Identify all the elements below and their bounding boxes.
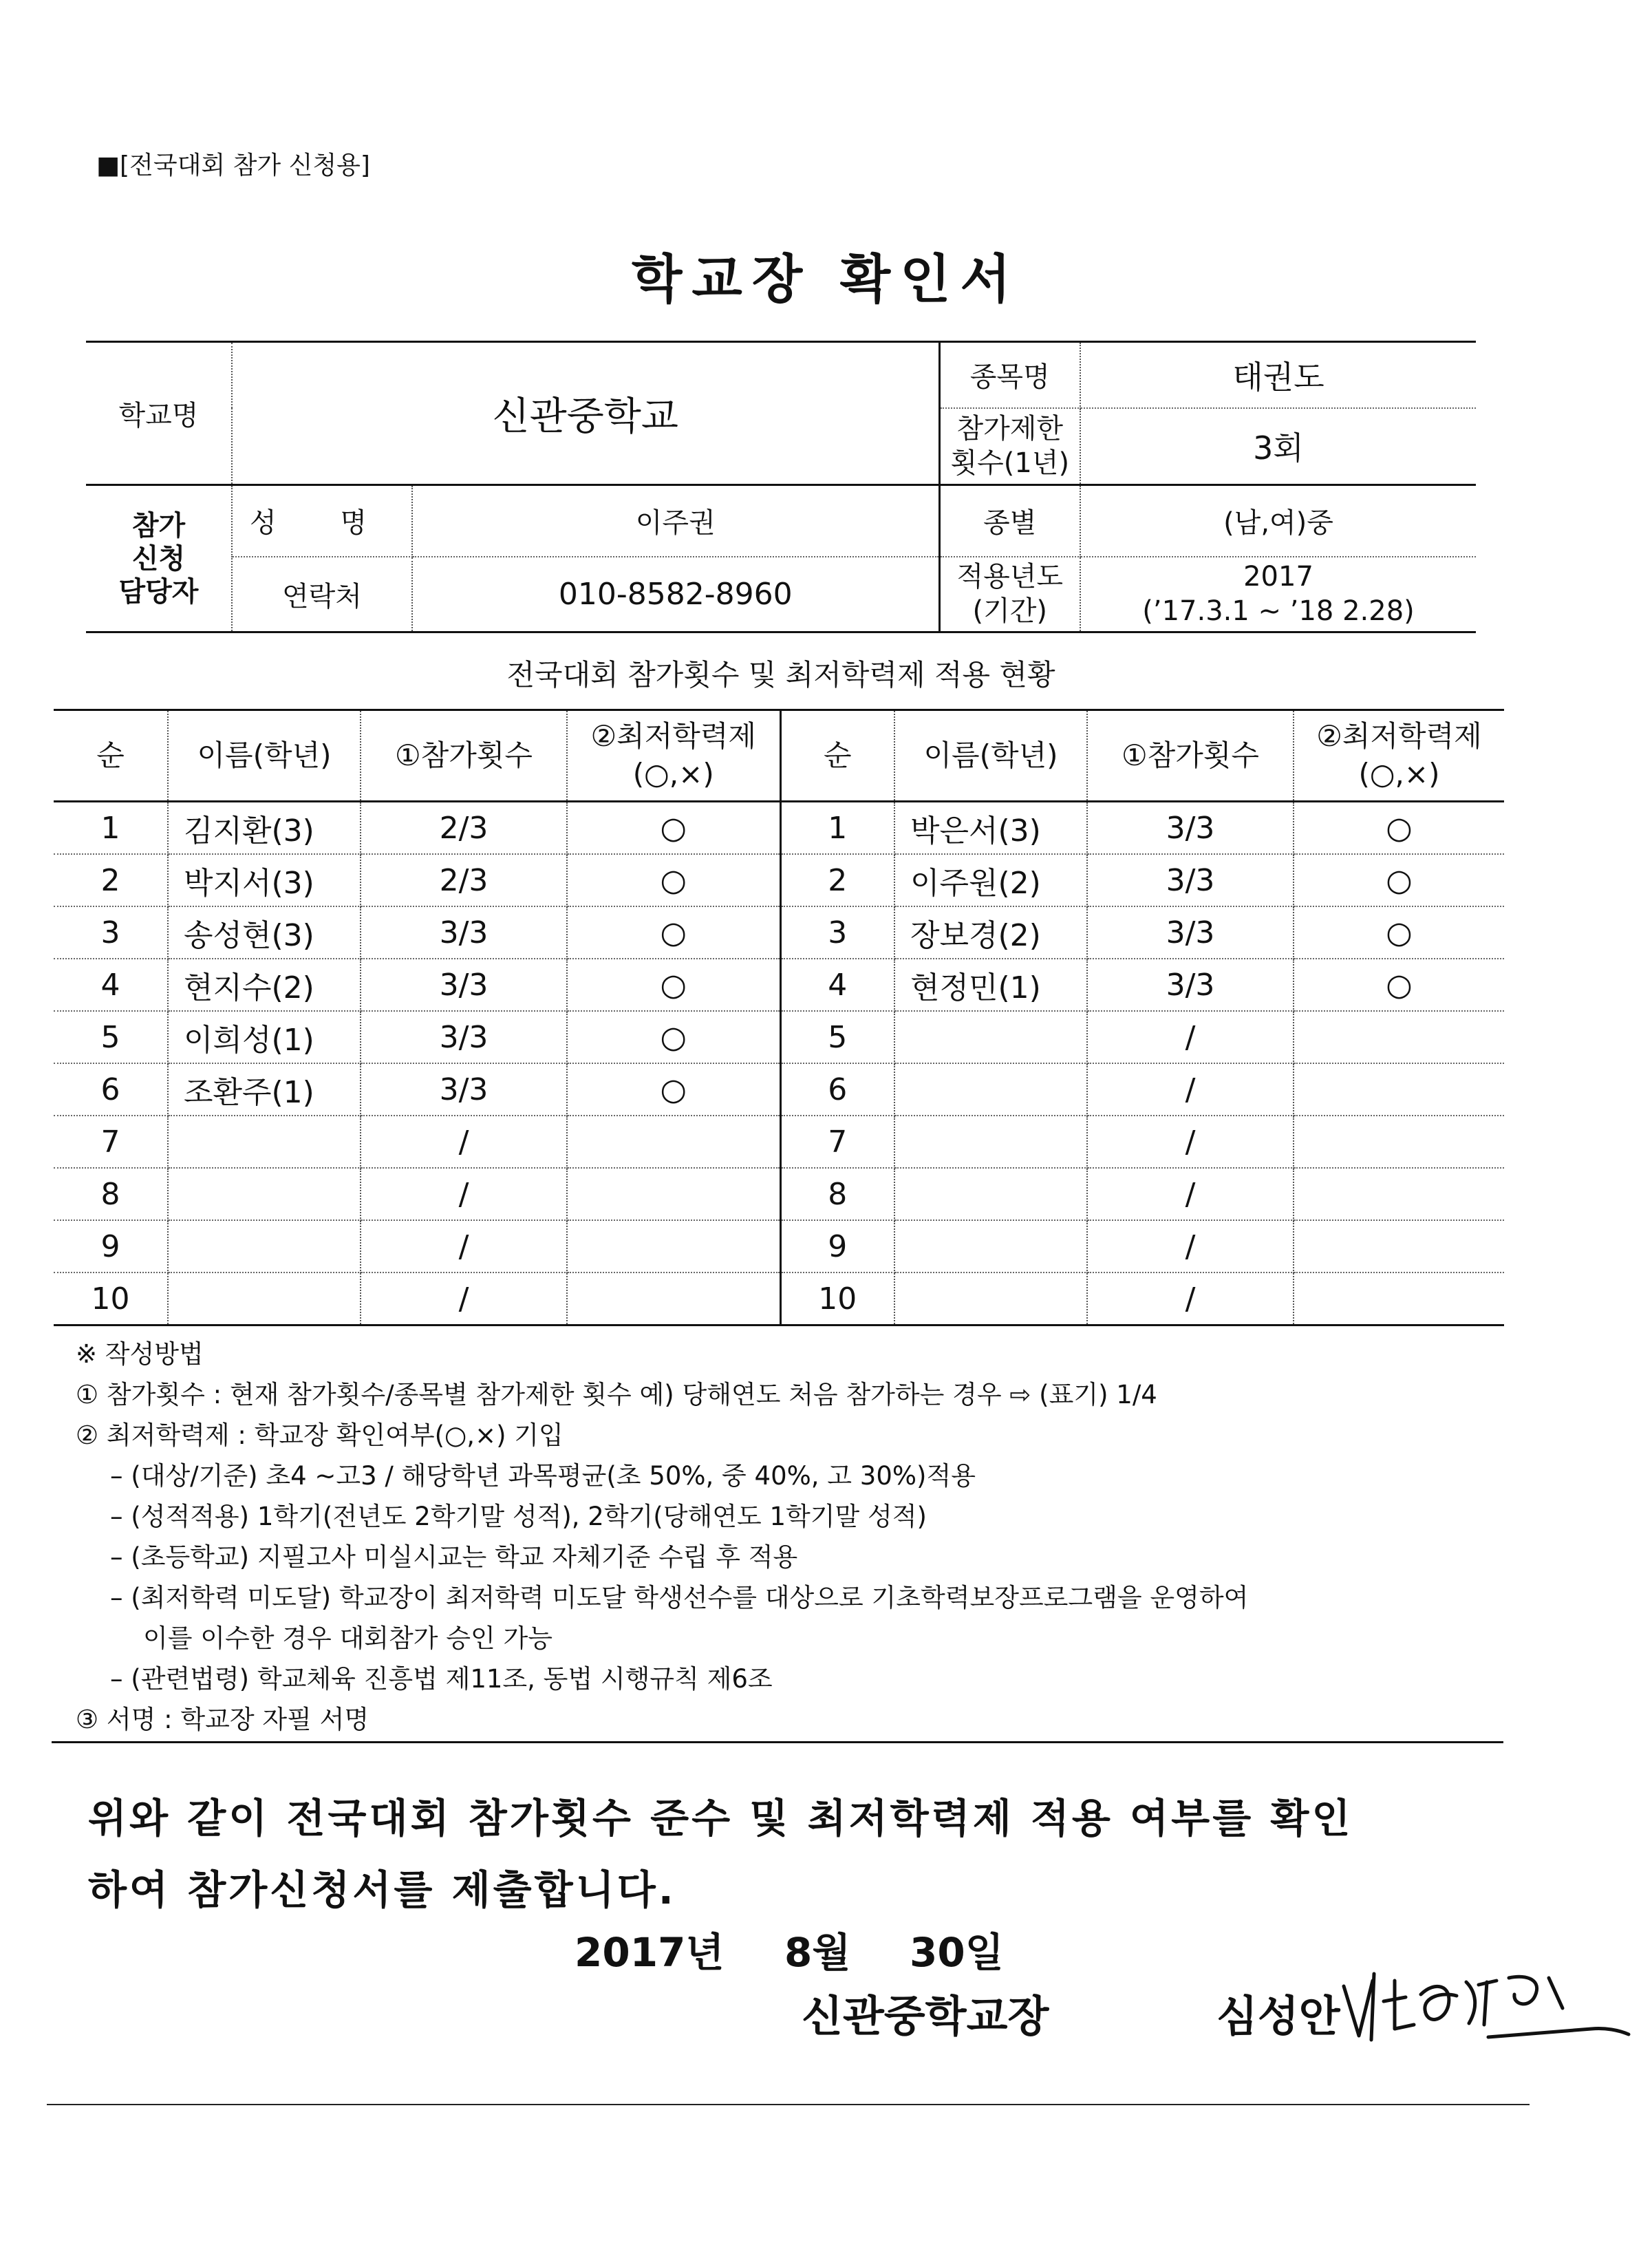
row-number: 5 — [54, 1011, 168, 1063]
instructions — [76, 1334, 1507, 1740]
principal-title: 신관중학교장 — [802, 1991, 1049, 2041]
status-section-title: 전국대회 참가횟수 및 최저학력제 적용 현황 — [506, 658, 1055, 692]
applicant-info-table — [86, 341, 1476, 633]
student-name: 이희성(1) — [168, 1011, 361, 1063]
col-count-header: ①참가횟수 — [361, 710, 567, 802]
category-label: 종별 — [939, 485, 1080, 557]
participation-count: 2/3 — [361, 854, 567, 906]
academic-check: ○ — [567, 854, 780, 906]
category-value: (남,여)중 — [1080, 485, 1476, 557]
student-name: 이주원(2) — [894, 854, 1087, 906]
academic-check: ○ — [567, 1011, 780, 1063]
row-number: 8 — [780, 1168, 894, 1220]
academic-check — [567, 1272, 780, 1325]
academic-check: ○ — [567, 959, 780, 1011]
row-number: 10 — [780, 1272, 894, 1325]
academic-check — [567, 1220, 780, 1272]
participation-limit-value: 3회 — [1080, 408, 1476, 485]
student-name: 김지환(3) — [168, 802, 361, 855]
student-name: 박은서(3) — [894, 802, 1087, 855]
statement-line: 위와 같이 전국대회 참가횟수 준수 및 최저학력제 적용 여부를 확인 — [88, 1795, 1353, 1842]
participation-count: / — [1087, 1220, 1294, 1272]
sport-value: 태권도 — [1080, 342, 1476, 408]
row-number: 4 — [54, 959, 168, 1011]
academic-check — [1294, 1011, 1504, 1063]
row-number: 10 — [54, 1272, 168, 1325]
row-number: 7 — [54, 1116, 168, 1168]
row-number: 4 — [780, 959, 894, 1011]
student-name — [894, 1063, 1087, 1116]
table-row — [54, 1116, 1504, 1168]
academic-check: ○ — [567, 802, 780, 855]
participation-limit-label: 참가제한 횟수(1년) — [939, 408, 1080, 485]
handwritten-signature — [1331, 1953, 1634, 2056]
date-year: 2017년 — [575, 1929, 725, 1976]
participation-count: 3/3 — [1087, 854, 1294, 906]
participation-count: 3/3 — [1087, 959, 1294, 1011]
student-name — [894, 1272, 1087, 1325]
statement-line: 하여 참가신청서를 제출합니다. — [88, 1866, 676, 1913]
divider — [52, 1741, 1503, 1743]
academic-check — [1294, 1220, 1504, 1272]
student-name — [894, 1220, 1087, 1272]
student-name: 장보경(2) — [894, 906, 1087, 959]
participation-count: / — [361, 1220, 567, 1272]
participation-count: / — [1087, 1272, 1294, 1325]
form-type-label: ■[전국대회 참가 신청용] — [96, 151, 370, 180]
academic-check — [1294, 1116, 1504, 1168]
bottom-divider — [47, 2104, 1530, 2105]
student-name: 송성현(3) — [168, 906, 361, 959]
instruction-item: ① 참가횟수 : 현재 참가횟수/종목별 참가제한 횟수 예) 당해연도 처음 참가하는 경우 ⇨ (표기) 1/4 — [76, 1380, 1157, 1409]
participation-count: / — [361, 1168, 567, 1220]
col-name-header: 이름(학년) — [168, 710, 361, 802]
contact-name-value: 이주권 — [412, 485, 939, 557]
academic-check — [1294, 1168, 1504, 1220]
academic-check: ○ — [1294, 802, 1504, 855]
table-row — [54, 906, 1504, 959]
row-number: 9 — [780, 1220, 894, 1272]
row-number: 1 — [54, 802, 168, 855]
student-name: 박지서(3) — [168, 854, 361, 906]
date-month: 8월 — [784, 1929, 851, 1976]
table-row — [54, 1063, 1504, 1116]
student-name — [168, 1168, 361, 1220]
col-name-header: 이름(학년) — [894, 710, 1087, 802]
instruction-subitem: – (초등학교) 지필고사 미실시교는 학교 자체기준 수립 후 적용 — [110, 1542, 798, 1572]
row-number: 3 — [780, 906, 894, 959]
table-row — [54, 1220, 1504, 1272]
name-label: 성 명 — [232, 485, 412, 557]
participation-count: / — [1087, 1116, 1294, 1168]
participation-count: 3/3 — [1087, 802, 1294, 855]
student-name: 현지수(2) — [168, 959, 361, 1011]
instruction-subitem: – (성적적용) 1학기(전년도 2학기말 성적), 2학기(당해연도 1학기말 성적) — [110, 1502, 927, 1531]
academic-check: ○ — [567, 906, 780, 959]
student-name — [894, 1168, 1087, 1220]
table-row — [54, 1011, 1504, 1063]
participation-count: / — [1087, 1168, 1294, 1220]
student-name: 현정민(1) — [894, 959, 1087, 1011]
instruction-subitem: – (최저학력 미도달) 학교장이 최저학력 미도달 학생선수를 대상으로 기초학력보장프로그램을 운영하여 — [110, 1583, 1249, 1612]
instructions-heading: ※ 작성방법 — [76, 1339, 204, 1369]
participation-count: 3/3 — [361, 959, 567, 1011]
row-number: 3 — [54, 906, 168, 959]
academic-check — [567, 1116, 780, 1168]
participation-count: 3/3 — [361, 1011, 567, 1063]
student-name — [168, 1116, 361, 1168]
student-name — [894, 1011, 1087, 1063]
participation-count: 2/3 — [361, 802, 567, 855]
participation-count: / — [361, 1116, 567, 1168]
school-name-value: 신관중학교 — [232, 342, 939, 485]
row-number: 7 — [780, 1116, 894, 1168]
col-no-header: 순 — [54, 710, 168, 802]
row-number: 5 — [780, 1011, 894, 1063]
phone-value: 010-8582-8960 — [412, 557, 939, 632]
instruction-subitem-continued: 이를 이수한 경우 대회참가 승인 가능 — [143, 1623, 553, 1653]
academic-check: ○ — [1294, 854, 1504, 906]
participation-count: 3/3 — [361, 1063, 567, 1116]
col-academic-header: ②최저학력제 (○,×) — [567, 710, 780, 802]
instruction-subitem: – (대상/기준) 초4 ~고3 / 해당학년 과목평균(초 50%, 중 40%, 고 30%)적용 — [110, 1461, 976, 1491]
contact-person-label: 참가 신청 담당자 — [86, 485, 232, 632]
academic-check — [1294, 1272, 1504, 1325]
row-number: 8 — [54, 1168, 168, 1220]
student-name — [894, 1116, 1087, 1168]
academic-check: ○ — [1294, 906, 1504, 959]
instruction-subitem: – (관련법령) 학교체육 진흥법 제11조, 동법 시행규칙 제6조 — [110, 1664, 773, 1694]
academic-check — [1294, 1063, 1504, 1116]
applied-year-value: 2017 (’17.3.1 ~ ’18 2.28) — [1080, 557, 1476, 632]
table-row — [54, 1168, 1504, 1220]
participation-count: / — [1087, 1063, 1294, 1116]
participation-count: / — [361, 1272, 567, 1325]
table-row — [54, 959, 1504, 1011]
confirmation-statement — [88, 1782, 1533, 1926]
row-number: 6 — [54, 1063, 168, 1116]
instruction-item: ③ 서명 : 학교장 자필 서명 — [76, 1705, 369, 1734]
col-no-header: 순 — [780, 710, 894, 802]
principal-name: 심성안 — [1216, 1991, 1340, 2041]
student-name — [168, 1220, 361, 1272]
table-row — [54, 1272, 1504, 1325]
row-number: 2 — [780, 854, 894, 906]
academic-check: ○ — [1294, 959, 1504, 1011]
instruction-item: ② 최저학력제 : 학교장 확인여부(○,×) 기입 — [76, 1420, 564, 1450]
participation-count: 3/3 — [361, 906, 567, 959]
participation-count: / — [1087, 1011, 1294, 1063]
academic-check — [567, 1168, 780, 1220]
phone-label: 연락처 — [232, 557, 412, 632]
table-row — [54, 802, 1504, 855]
row-number: 2 — [54, 854, 168, 906]
academic-check: ○ — [567, 1063, 780, 1116]
date-day: 30일 — [910, 1929, 1004, 1976]
student-name — [168, 1272, 361, 1325]
participation-count: 3/3 — [1087, 906, 1294, 959]
row-number: 9 — [54, 1220, 168, 1272]
student-name: 조환주(1) — [168, 1063, 361, 1116]
col-count-header: ①참가횟수 — [1087, 710, 1294, 802]
row-number: 6 — [780, 1063, 894, 1116]
col-academic-header: ②최저학력제 (○,×) — [1294, 710, 1504, 802]
applied-year-label: 적용년도 (기간) — [939, 557, 1080, 632]
table-row — [54, 854, 1504, 906]
school-name-label: 학교명 — [86, 342, 232, 485]
row-number: 1 — [780, 802, 894, 855]
participation-status-table — [54, 709, 1504, 1326]
sport-label: 종목명 — [939, 342, 1080, 408]
document-title: 학교장 확인서 — [632, 248, 1020, 310]
